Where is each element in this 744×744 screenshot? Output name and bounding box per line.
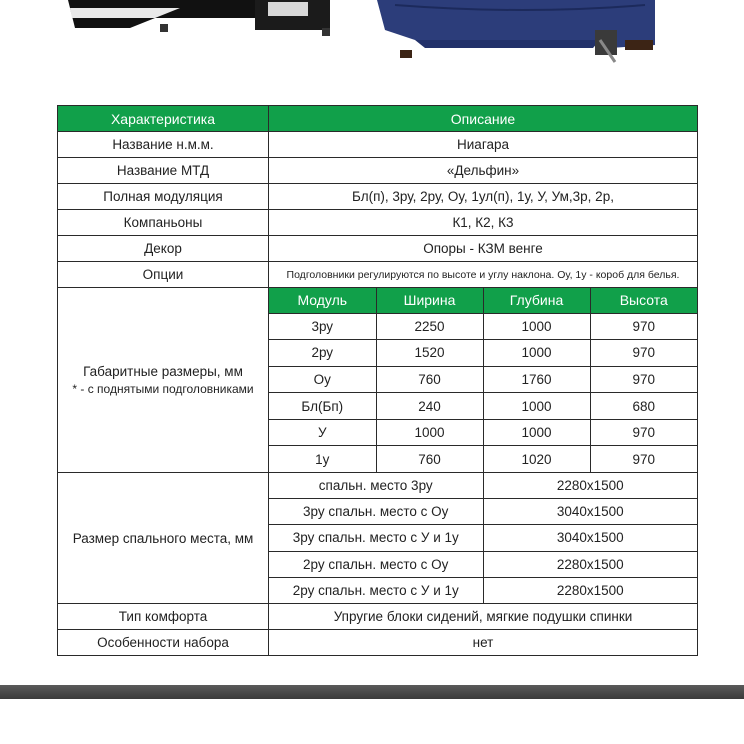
table-row xyxy=(58,630,698,656)
cell: 1760 xyxy=(483,366,590,393)
cell: 1у xyxy=(269,446,376,472)
spec-table xyxy=(57,105,698,656)
sleeping-row-item xyxy=(269,499,697,525)
table-row xyxy=(58,132,698,158)
table-row xyxy=(58,210,698,236)
dimensions-row-item xyxy=(269,313,697,340)
sleeping-row-item xyxy=(269,551,697,577)
row-value: Бл(п), 3ру, 2ру, Оу, 1ул(п), 1у, У, Ум,3р, 2р, xyxy=(269,184,698,210)
row-value: нет xyxy=(269,630,698,656)
sleeping-row xyxy=(58,473,698,604)
table-row xyxy=(58,184,698,210)
sleeping-row-item xyxy=(269,577,697,603)
table-row xyxy=(58,604,698,630)
cell: 2ру спальн. место с Оу xyxy=(269,551,483,577)
cell: 680 xyxy=(590,393,697,420)
col-module: Модуль xyxy=(269,288,376,313)
header-description: Описание xyxy=(269,106,698,132)
sleeping-label: Размер спального места, мм xyxy=(58,473,269,604)
cell: 3ру спальн. место с Оу xyxy=(269,499,483,525)
cell: 970 xyxy=(590,366,697,393)
cell: 240 xyxy=(376,393,483,420)
row-label: Особенности набора xyxy=(58,630,269,656)
col-height: Высота xyxy=(590,288,697,313)
dimensions-label: Габаритные размеры, мм xyxy=(83,364,243,379)
row-value: Подголовники регулируются по высоте и углу наклона. Оу, 1у - короб для белья. xyxy=(269,262,698,288)
cell: 970 xyxy=(590,313,697,340)
row-label: Компаньоны xyxy=(58,210,269,236)
sleeping-row-item xyxy=(269,473,697,499)
dimensions-row-item xyxy=(269,419,697,446)
table-row xyxy=(58,262,698,288)
cell: У xyxy=(269,419,376,446)
dimensions-grid xyxy=(269,288,697,472)
row-label: Декор xyxy=(58,236,269,262)
row-label: Полная модуляция xyxy=(58,184,269,210)
sleeping-grid-cell xyxy=(269,473,698,604)
header-characteristic: Характеристика xyxy=(58,106,269,132)
cell: 3040х1500 xyxy=(483,525,697,551)
table-row xyxy=(58,158,698,184)
cell: Оу xyxy=(269,366,376,393)
dimensions-header-row xyxy=(269,288,697,313)
cell: 2280х1500 xyxy=(483,551,697,577)
cell: 2280х1500 xyxy=(483,577,697,603)
sleeping-grid xyxy=(269,473,697,603)
cell: спальн. место 3ру xyxy=(269,473,483,499)
dimensions-label-cell xyxy=(58,288,269,473)
dimensions-row-item xyxy=(269,393,697,420)
sofa-photo-blue xyxy=(355,0,700,82)
cell: Бл(Бп) xyxy=(269,393,376,420)
row-label: Название н.м.м. xyxy=(58,132,269,158)
dimensions-row-item xyxy=(269,340,697,367)
cell: 3040х1500 xyxy=(483,499,697,525)
row-value: «Дельфин» xyxy=(269,158,698,184)
cell: 1520 xyxy=(376,340,483,367)
cell: 970 xyxy=(590,419,697,446)
sofa-photo-black xyxy=(60,0,340,82)
cell: 1000 xyxy=(376,419,483,446)
dimensions-row xyxy=(58,288,698,473)
footer-bar xyxy=(0,685,744,699)
cell: 2ру xyxy=(269,340,376,367)
row-value: Упругие блоки сидений, мягкие подушки спинки xyxy=(269,604,698,630)
dimensions-row-item xyxy=(269,446,697,472)
row-value: Ниагара xyxy=(269,132,698,158)
cell: 760 xyxy=(376,366,483,393)
cell: 2280х1500 xyxy=(483,473,697,499)
row-label: Название МТД xyxy=(58,158,269,184)
cell: 1000 xyxy=(483,313,590,340)
cell: 2ру спальн. место с У и 1у xyxy=(269,577,483,603)
row-label: Тип комфорта xyxy=(58,604,269,630)
cell: 970 xyxy=(590,446,697,472)
row-label: Опции xyxy=(58,262,269,288)
cell: 1020 xyxy=(483,446,590,472)
table-header-row xyxy=(58,106,698,132)
dimensions-grid-cell xyxy=(269,288,698,473)
cell: 3ру xyxy=(269,313,376,340)
row-value: Опоры - КЗМ венге xyxy=(269,236,698,262)
cell: 1000 xyxy=(483,340,590,367)
row-value: К1, К2, К3 xyxy=(269,210,698,236)
col-depth: Глубина xyxy=(483,288,590,313)
cell: 760 xyxy=(376,446,483,472)
cell: 3ру спальн. место с У и 1у xyxy=(269,525,483,551)
dimensions-note: * - с поднятыми подголовниками xyxy=(72,382,254,396)
table-row xyxy=(58,236,698,262)
cell: 1000 xyxy=(483,419,590,446)
cell: 1000 xyxy=(483,393,590,420)
dimensions-row-item xyxy=(269,366,697,393)
col-width: Ширина xyxy=(376,288,483,313)
cell: 970 xyxy=(590,340,697,367)
sleeping-row-item xyxy=(269,525,697,551)
cell: 2250 xyxy=(376,313,483,340)
